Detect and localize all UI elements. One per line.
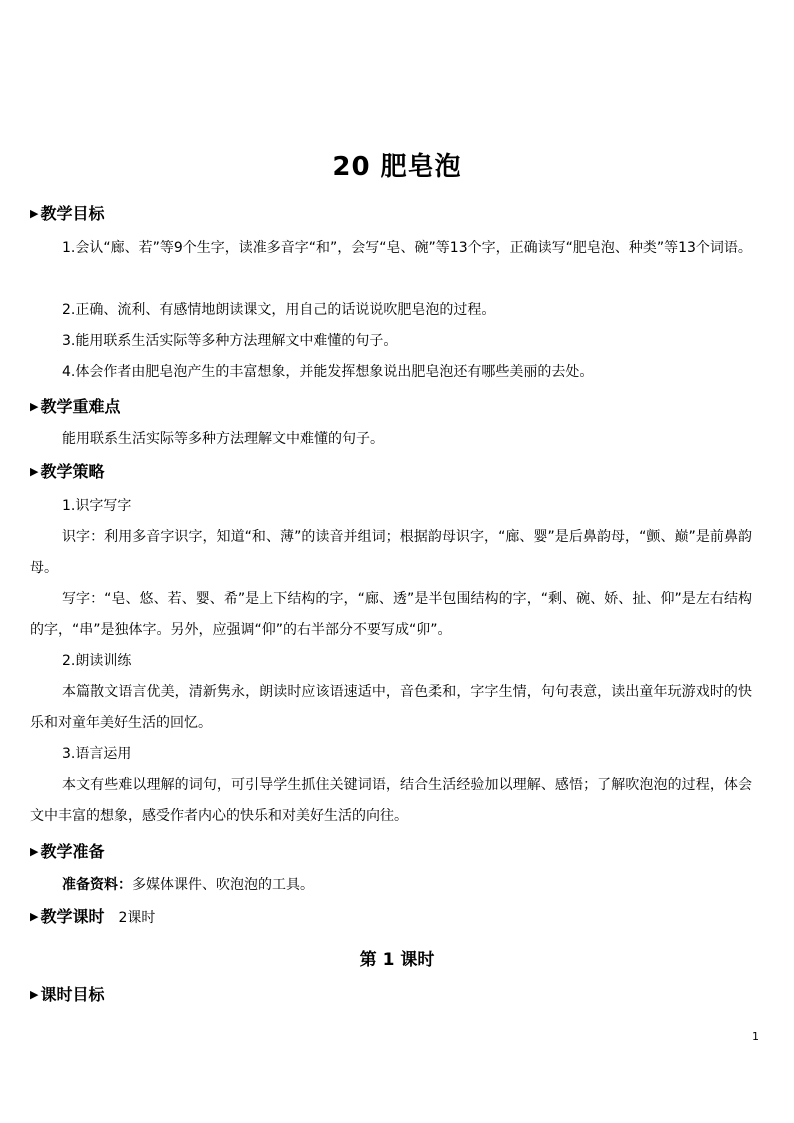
page-number: 1 xyxy=(752,1030,759,1043)
strategy-subtitle-2: 2.朗读训练 xyxy=(62,653,132,669)
goal-item-1: 1.会认“廊、若”等9个生字，读准多音字“和”，会写“皂、碗”等13个字，正确读写“肥皂泡、种类”等13个词语。 xyxy=(62,240,752,256)
triangle-marker-icon: ▶ xyxy=(30,988,39,1001)
triangle-marker-icon: ▶ xyxy=(30,465,39,478)
section-heading-label: 教学课时 xyxy=(40,907,105,926)
hours-value: 2课时 xyxy=(118,910,156,926)
lesson-title: 第 1 课时 xyxy=(359,950,435,970)
prep-label: 准备资料： xyxy=(62,877,132,893)
goal-item-2: 2.正确、流利、有感情地朗读课文，用自己的话说说吹肥皂泡的过程。 xyxy=(62,302,496,318)
section-heading-goals xyxy=(30,203,104,225)
section-heading-prep xyxy=(30,841,104,863)
strategy-paragraph: 本篇散文语言优美，清新隽永，朗读时应该语速适中，音色柔和，字字生情，句句表意，读出童年玩游戏时的快乐和对童年美好生活的回忆。 xyxy=(30,684,752,731)
triangle-marker-icon: ▶ xyxy=(30,910,39,923)
strategy-paragraph: 写字：“皂、悠、若、婴、希”是上下结构的字，“廊、透”是半包围结构的字，“剩、碗、娇、扯、仰”是左右结构的字，“串”是独体字。另外，应强调“仰”的右半部分不要写成“卯”。 xyxy=(30,591,752,638)
triangle-marker-icon: ▶ xyxy=(30,400,39,413)
section-heading-strategy xyxy=(30,461,104,483)
strategy-paragraph: 识字：利用多音字识字，知道“和、薄”的读音并组词；根据韵母识字，“廊、婴”是后鼻韵母，“颤、巅”是前鼻韵母。 xyxy=(30,529,752,576)
strategy-subtitle-3: 3.语言运用 xyxy=(62,746,132,762)
triangle-marker-icon: ▶ xyxy=(30,845,39,858)
prep-text xyxy=(30,870,752,901)
section-heading-label: 教学重难点 xyxy=(40,397,121,416)
section-heading-hours xyxy=(30,906,155,929)
strategy-paragraph: 本文有些难以理解的词句，可引导学生抓住关键词语，结合生活经验加以理解、感悟；了解吹泡泡的过程，体会文中丰富的想象，感受作者内心的快乐和对美好生活的向往。 xyxy=(30,777,752,824)
section-heading-label: 教学策略 xyxy=(40,462,105,481)
key-points-text: 能用联系生活实际等多种方法理解文中难懂的句子。 xyxy=(62,431,384,447)
goal-item-3: 3.能用联系生活实际等多种方法理解文中难懂的句子。 xyxy=(62,333,398,349)
page-title: 20 肥皂泡 xyxy=(332,152,462,182)
section-heading-key-points xyxy=(30,396,120,418)
prep-content: 多媒体课件、吹泡泡的工具。 xyxy=(132,877,314,893)
goal-item-4: 4.体会作者由肥皂泡产生的丰富想象，并能发挥想象说出肥皂泡还有哪些美丽的去处。 xyxy=(62,364,594,380)
section-heading-label: 教学准备 xyxy=(40,842,105,861)
triangle-marker-icon: ▶ xyxy=(30,207,39,220)
section-heading-lesson-goals xyxy=(30,984,104,1006)
section-heading-label: 教学目标 xyxy=(40,204,105,223)
section-heading-label: 课时目标 xyxy=(40,985,105,1004)
strategy-subtitle-1: 1.识字写字 xyxy=(62,498,132,514)
